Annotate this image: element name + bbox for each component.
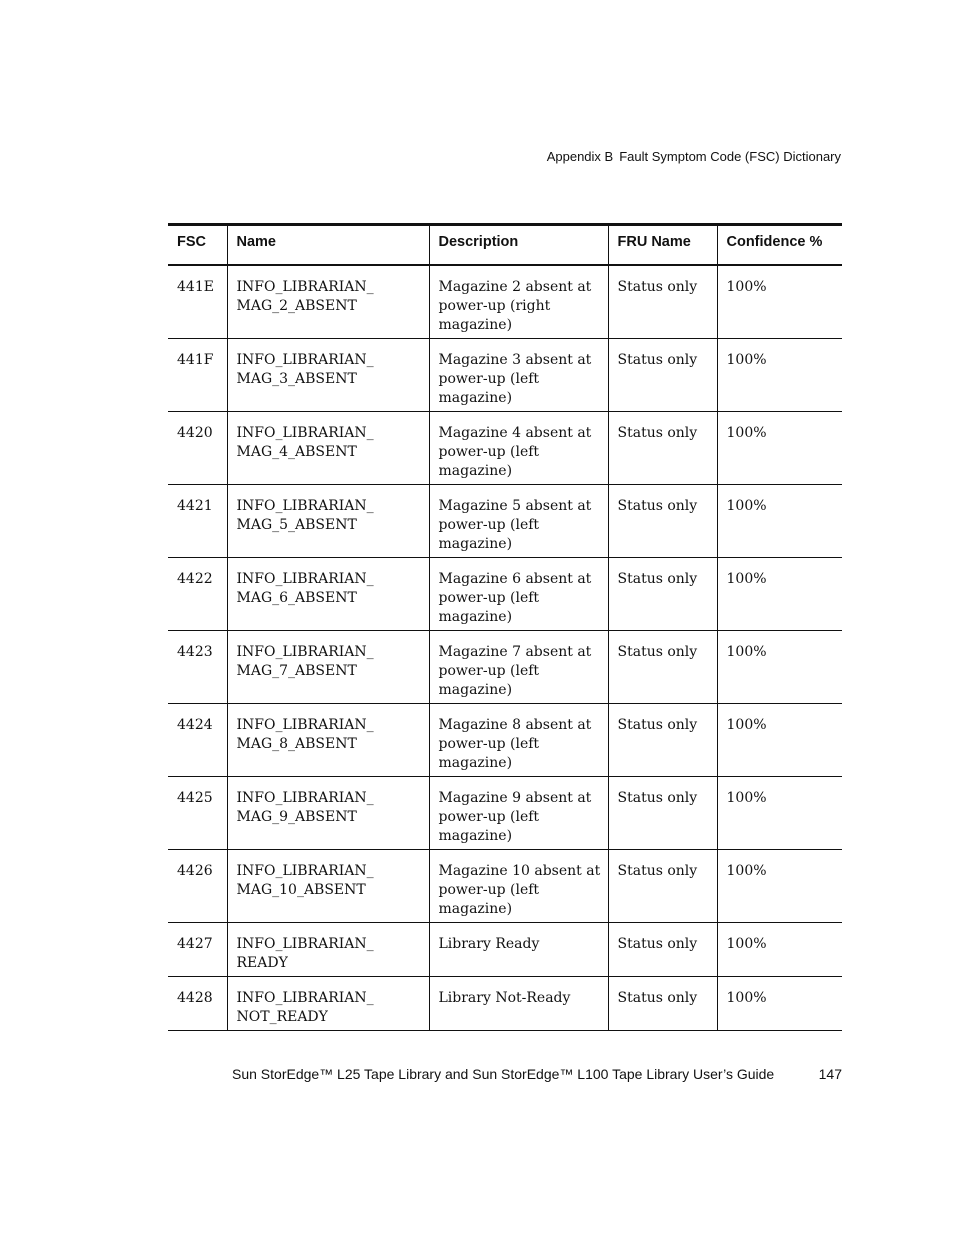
description-line: magazine) [438, 900, 513, 917]
name-line: MAG_9_ABSENT [236, 808, 357, 825]
column-header-name: Name [227, 225, 429, 265]
description-line: Magazine 10 absent at [438, 862, 601, 879]
name-cell [227, 703, 429, 776]
name-line: MAG_5_ABSENT [236, 516, 357, 533]
fru-name-cell: Status only [608, 338, 717, 411]
name-line: INFO_LIBRARIAN_ [236, 278, 374, 295]
name-line: MAG_8_ABSENT [236, 735, 357, 752]
description-line: power-up (left [438, 662, 540, 679]
fsc-table [168, 223, 842, 1031]
confidence-cell: 100% [717, 922, 842, 976]
name-line: INFO_LIBRARIAN_ [236, 497, 374, 514]
fsc-cell: 4427 [168, 922, 227, 976]
description-cell [429, 338, 608, 411]
description-line: Magazine 6 absent at [438, 570, 592, 587]
fsc-cell: 4424 [168, 703, 227, 776]
confidence-cell: 100% [717, 338, 842, 411]
fsc-cell: 441F [168, 338, 227, 411]
table-row [168, 976, 842, 1030]
name-line: INFO_LIBRARIAN_ [236, 351, 374, 368]
description-line: Magazine 5 absent at [438, 497, 592, 514]
table-header-row [168, 225, 842, 265]
table-row [168, 484, 842, 557]
name-line: INFO_LIBRARIAN_ [236, 570, 374, 587]
fsc-cell: 4421 [168, 484, 227, 557]
name-line: INFO_LIBRARIAN_ [236, 643, 374, 660]
name-cell [227, 776, 429, 849]
description-line: magazine) [438, 462, 513, 479]
name-cell [227, 849, 429, 922]
description-line: magazine) [438, 535, 513, 552]
fsc-cell: 4426 [168, 849, 227, 922]
description-line: Magazine 2 absent at [438, 278, 592, 295]
name-line: MAG_4_ABSENT [236, 443, 357, 460]
description-cell [429, 976, 608, 1030]
appendix-title: Fault Symptom Code (FSC) Dictionary [619, 149, 841, 164]
table-row [168, 922, 842, 976]
confidence-cell: 100% [717, 849, 842, 922]
table-row [168, 703, 842, 776]
table-row [168, 338, 842, 411]
fsc-cell: 4425 [168, 776, 227, 849]
description-line: Magazine 3 absent at [438, 351, 592, 368]
name-cell [227, 976, 429, 1030]
fsc-cell: 4428 [177, 989, 213, 1006]
fru-name-cell: Status only [608, 557, 717, 630]
description-cell [429, 776, 608, 849]
fru-name-cell: Status only [608, 922, 717, 976]
description-cell [429, 922, 608, 976]
fsc-cell: 4422 [168, 557, 227, 630]
description-cell [429, 630, 608, 703]
running-footer [232, 1066, 842, 1082]
description-line: magazine) [438, 827, 513, 844]
description-cell [429, 557, 608, 630]
confidence-cell: 100% [717, 630, 842, 703]
name-line: INFO_LIBRARIAN_ [236, 935, 374, 952]
fru-name-cell: Status only [608, 976, 717, 1030]
description-line: power-up (left [438, 516, 540, 533]
description-cell [429, 703, 608, 776]
name-line: INFO_LIBRARIAN_ [236, 424, 374, 441]
table-body [168, 265, 842, 1031]
description-line: Magazine 4 absent at [438, 424, 592, 441]
description-cell [429, 484, 608, 557]
confidence-cell: 100% [717, 557, 842, 630]
name-line: NOT_READY [236, 1008, 328, 1025]
table-row [168, 411, 842, 484]
fru-name-cell: Status only [608, 630, 717, 703]
description-line: power-up (right [438, 297, 551, 314]
description-line: power-up (left [438, 443, 540, 460]
column-header-fru-name: FRU Name [608, 225, 717, 265]
name-line: MAG_10_ABSENT [236, 881, 366, 898]
fru-name-cell: Status only [608, 849, 717, 922]
table-row [168, 557, 842, 630]
name-cell [227, 922, 429, 976]
name-cell [227, 265, 429, 339]
name-line: MAG_6_ABSENT [236, 589, 357, 606]
name-line: INFO_LIBRARIAN_ [236, 789, 374, 806]
description-line: magazine) [438, 608, 513, 625]
fru-name-cell: Status only [608, 265, 717, 339]
column-header-fsc: FSC [168, 225, 227, 265]
description-line: magazine) [438, 754, 513, 771]
description-line: Magazine 9 absent at [438, 789, 592, 806]
fru-name-cell: Status only [608, 411, 717, 484]
column-header-confidence: Confidence % [717, 225, 842, 265]
confidence-cell: 100% [717, 484, 842, 557]
name-line: INFO_LIBRARIAN_ [236, 862, 374, 879]
description-line: power-up (left [438, 881, 540, 898]
appendix-label: Appendix B [546, 149, 614, 164]
fru-name-cell: Status only [608, 703, 717, 776]
confidence-cell: 100% [717, 976, 842, 1030]
description-line: power-up (left [438, 370, 540, 387]
description-line: power-up (left [438, 589, 540, 606]
name-line: MAG_3_ABSENT [236, 370, 357, 387]
description-cell [429, 849, 608, 922]
confidence-cell: 100% [717, 703, 842, 776]
name-cell [227, 630, 429, 703]
table-row [168, 630, 842, 703]
description-line: magazine) [438, 316, 513, 333]
name-cell [227, 557, 429, 630]
name-line: READY [236, 954, 288, 971]
name-cell [227, 411, 429, 484]
running-header [547, 149, 841, 164]
page-number: 147 [818, 1066, 842, 1082]
description-line: Library Ready [438, 935, 540, 952]
description-cell [429, 265, 608, 339]
description-line: power-up (left [438, 735, 540, 752]
name-line: INFO_LIBRARIAN_ [236, 716, 374, 733]
description-line: magazine) [438, 389, 513, 406]
table-row [168, 265, 842, 339]
fsc-cell: 4423 [168, 630, 227, 703]
description-line: magazine) [438, 681, 513, 698]
footer-title: Sun StorEdge™ L25 Tape Library and Sun StorEdge™ L100 Tape Library User’s Guide [232, 1066, 775, 1082]
fsc-cell: 4420 [168, 411, 227, 484]
name-cell [227, 338, 429, 411]
description-line: Library Not-Ready [438, 989, 571, 1006]
confidence-cell: 100% [717, 411, 842, 484]
name-line: INFO_LIBRARIAN_ [236, 989, 374, 1006]
description-line: power-up (left [438, 808, 540, 825]
fsc-cell: 441E [168, 265, 227, 339]
table-row [168, 776, 842, 849]
name-cell [227, 484, 429, 557]
description-line: Magazine 8 absent at [438, 716, 592, 733]
column-header-description: Description [429, 225, 608, 265]
description-cell [429, 411, 608, 484]
name-line: MAG_2_ABSENT [236, 297, 357, 314]
confidence-cell: 100% [717, 265, 842, 339]
confidence-cell: 100% [717, 776, 842, 849]
fru-name-cell: Status only [608, 776, 717, 849]
fru-name-cell: Status only [608, 484, 717, 557]
name-line: MAG_7_ABSENT [236, 662, 357, 679]
table-row [168, 849, 842, 922]
description-line: Magazine 7 absent at [438, 643, 592, 660]
